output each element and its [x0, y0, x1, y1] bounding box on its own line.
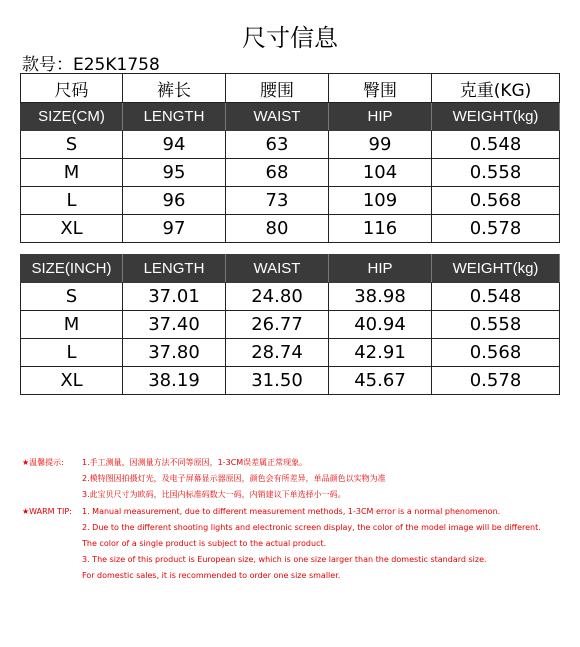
tip-line: The color of a single product is subject to the actual product.: [82, 539, 327, 548]
table-cell: 0.548: [432, 131, 560, 159]
table-cell: 28.74: [226, 339, 329, 367]
header-cell-length: LENGTH: [123, 255, 226, 283]
header-cell-waist: WAIST: [226, 103, 329, 131]
table-cell: 37.01: [123, 283, 226, 311]
size-table-inch: [20, 254, 560, 395]
table-cell: 96: [123, 187, 226, 215]
table-row: [21, 159, 560, 187]
table-cell: M: [21, 311, 123, 339]
table-cell: S: [21, 131, 123, 159]
tips-chinese: [22, 455, 578, 503]
table-cell: 104: [329, 159, 432, 187]
table-cell: L: [21, 187, 123, 215]
table-row: [21, 339, 560, 367]
table-cell: 26.77: [226, 311, 329, 339]
table-cell: 38.98: [329, 283, 432, 311]
table-cell: 116: [329, 215, 432, 243]
header-cell-hip: HIP: [329, 103, 432, 131]
table-cell: 45.67: [329, 367, 432, 395]
table-row: [21, 367, 560, 395]
tip-line: 3.此宝贝尺寸为欧码，比国内标准码数大一码，内销建议下单选择小一码。: [82, 490, 346, 499]
tips-section: [22, 455, 578, 584]
table-cell: 109: [329, 187, 432, 215]
page-title: 尺寸信息: [242, 24, 338, 52]
table-cell: 24.80: [226, 283, 329, 311]
table-cell: 95: [123, 159, 226, 187]
table-cell: 94: [123, 131, 226, 159]
table-cell: 0.568: [432, 187, 560, 215]
table-cell: 68: [226, 159, 329, 187]
table-cell: S: [21, 283, 123, 311]
table-cell: 0.548: [432, 283, 560, 311]
table-row: [21, 131, 560, 159]
tip-line: 2. Due to the different shooting lights and electronic screen display, the color of the model image will be different.: [82, 523, 541, 532]
table-cell: XL: [21, 367, 123, 395]
table-cell: 0.558: [432, 159, 560, 187]
header-cell-length: LENGTH: [123, 103, 226, 131]
header-cell-weight: WEIGHT(kg): [432, 255, 560, 283]
header-cell-waist: WAIST: [226, 255, 329, 283]
table-cell: XL: [21, 215, 123, 243]
size-table-cm: [20, 73, 560, 243]
tip-line: For domestic sales, it is recommended to order one size smaller.: [82, 571, 341, 580]
header-cell-weight: WEIGHT(kg): [432, 103, 560, 131]
tips-english: [22, 504, 578, 584]
table-cell: M: [21, 159, 123, 187]
header-cell-weight-cn: 克重(KG): [432, 74, 560, 103]
table-row: [21, 187, 560, 215]
header-cell-size: SIZE(INCH): [21, 255, 123, 283]
table-cell: 31.50: [226, 367, 329, 395]
table-cell: 63: [226, 131, 329, 159]
table-cell: 42.91: [329, 339, 432, 367]
header-cell-length-cn: 裤长: [123, 74, 226, 103]
table-cell: 0.578: [432, 367, 560, 395]
table-cell: 99: [329, 131, 432, 159]
tip-line: 1.手工测量，因测量方法不同等原因，1-3CM误差属正常现象。: [82, 458, 308, 467]
table-cell: 37.40: [123, 311, 226, 339]
table-cell: 0.578: [432, 215, 560, 243]
table-cell: 37.80: [123, 339, 226, 367]
header-cell-size-cn: 尺码: [21, 74, 123, 103]
model-number: 款号：E25K1758: [22, 55, 160, 75]
table-cell: L: [21, 339, 123, 367]
tip-label-cn: ★温馨提示:: [22, 458, 64, 467]
chinese-header-row: [21, 74, 560, 103]
tip-line: 1. Manual measurement, due to different measurement methods, 1-3CM error is a normal phenomenon.: [82, 507, 501, 516]
header-cell-hip: HIP: [329, 255, 432, 283]
table-row: [21, 311, 560, 339]
table-header-row: [21, 103, 560, 131]
table-cell: 38.19: [123, 367, 226, 395]
table-row: [21, 215, 560, 243]
table-cell: 97: [123, 215, 226, 243]
header-cell-hip-cn: 臀围: [329, 74, 432, 103]
tip-line: 3. The size of this product is European size, which is one size larger than the domestic standard size.: [82, 555, 487, 564]
table-cell: 40.94: [329, 311, 432, 339]
table-row: [21, 283, 560, 311]
tip-line: 2.模特图因拍摄灯光，及电子屏幕显示器原因，颜色会有所差异，单品颜色以实物为准: [82, 474, 386, 483]
table-cell: 0.568: [432, 339, 560, 367]
tip-label-en: ★WARM TIP:: [22, 507, 72, 516]
table-cell: 73: [226, 187, 329, 215]
table-cell: 0.558: [432, 311, 560, 339]
table-cell: 80: [226, 215, 329, 243]
header-cell-size: SIZE(CM): [21, 103, 123, 131]
header-cell-waist-cn: 腰围: [226, 74, 329, 103]
table-header-row: [21, 255, 560, 283]
